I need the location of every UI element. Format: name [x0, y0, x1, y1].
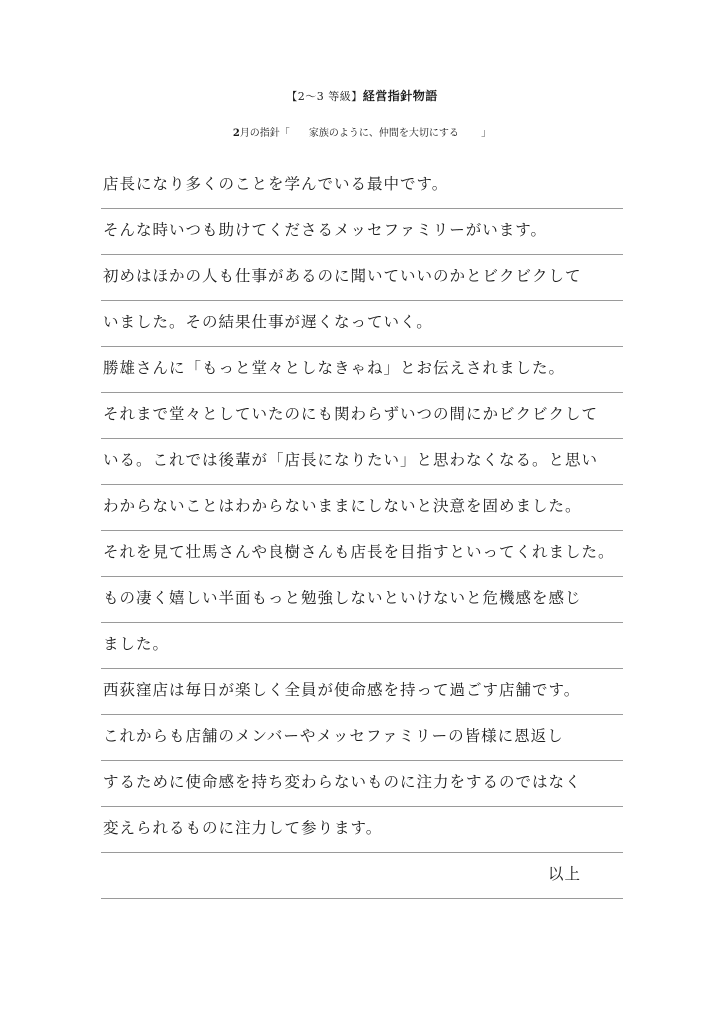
closing-line — [101, 853, 623, 899]
essay-line — [101, 531, 623, 577]
title-main: 経営指針物語 — [362, 89, 438, 103]
essay-line-text: 西荻窪店は毎日が楽しく全員が使命感を持って過ごす店舗です。 — [103, 681, 581, 699]
essay-line — [101, 715, 623, 761]
guideline-month: 2 — [232, 128, 240, 139]
essay-line — [101, 807, 623, 853]
essay-line — [101, 485, 623, 531]
essay-line — [101, 577, 623, 623]
closing-text: 以上 — [547, 865, 581, 883]
essay-line-text: そんな時いつも助けてくださるメッセファミリーがいます。 — [103, 221, 547, 239]
essay-line-text: これからも店舗のメンバーやメッセファミリーの皆様に恩返し — [103, 727, 564, 745]
essay-line-text: それを見て壮馬さんや良樹さんも店長を目指すといってくれました。 — [103, 543, 615, 561]
essay-line — [101, 347, 623, 393]
essay-line — [101, 761, 623, 807]
essay-line — [101, 163, 623, 209]
essay-line-text: それまで堂々としていたのにも関わらずいつの間にかビクビクして — [103, 405, 599, 423]
essay-line — [101, 669, 623, 715]
essay-line — [101, 393, 623, 439]
essay-line-text: ました。 — [103, 635, 170, 653]
guideline-close: 」 — [481, 128, 492, 139]
guideline-label: 月の指針「 — [239, 128, 290, 139]
essay-line — [101, 209, 623, 255]
essay-line — [101, 623, 623, 669]
essay-line-text: いる。これでは後輩が「店長になりたい」と思わなくなる。と思い — [103, 451, 599, 469]
essay-line-text: もの凄く嬉しい半面もっと勉強しないといけないと危機感を感じ — [103, 589, 582, 607]
essay-line — [101, 255, 623, 301]
essay-line-text: 初めはほかの人も仕事があるのに聞いていいのかとビクビクして — [103, 267, 582, 285]
title-grade: 【2〜3 等級】 — [286, 90, 363, 103]
essay-line — [101, 439, 623, 485]
essay-line-text: わからないことはわからないままにしないと決意を固めました。 — [103, 497, 582, 515]
essay-line-text: 店長になり多くのことを学んでいる最中です。 — [103, 175, 449, 193]
monthly-guideline — [0, 124, 724, 139]
essay-line — [101, 301, 623, 347]
essay-line-text: 変えられるものに注力して参ります。 — [103, 819, 383, 837]
essay-body — [101, 163, 623, 899]
essay-line-text: いました。その結果仕事が遅くなっていく。 — [103, 313, 433, 331]
document-title — [0, 87, 724, 104]
guideline-theme: 家族のように、仲間を大切にする — [308, 128, 459, 139]
essay-line-text: 勝雄さんに「もっと堂々としなきゃね」とお伝えされました。 — [103, 359, 566, 377]
essay-line-text: するために使命感を持ち変わらないものに注力をするのではなく — [103, 773, 582, 791]
